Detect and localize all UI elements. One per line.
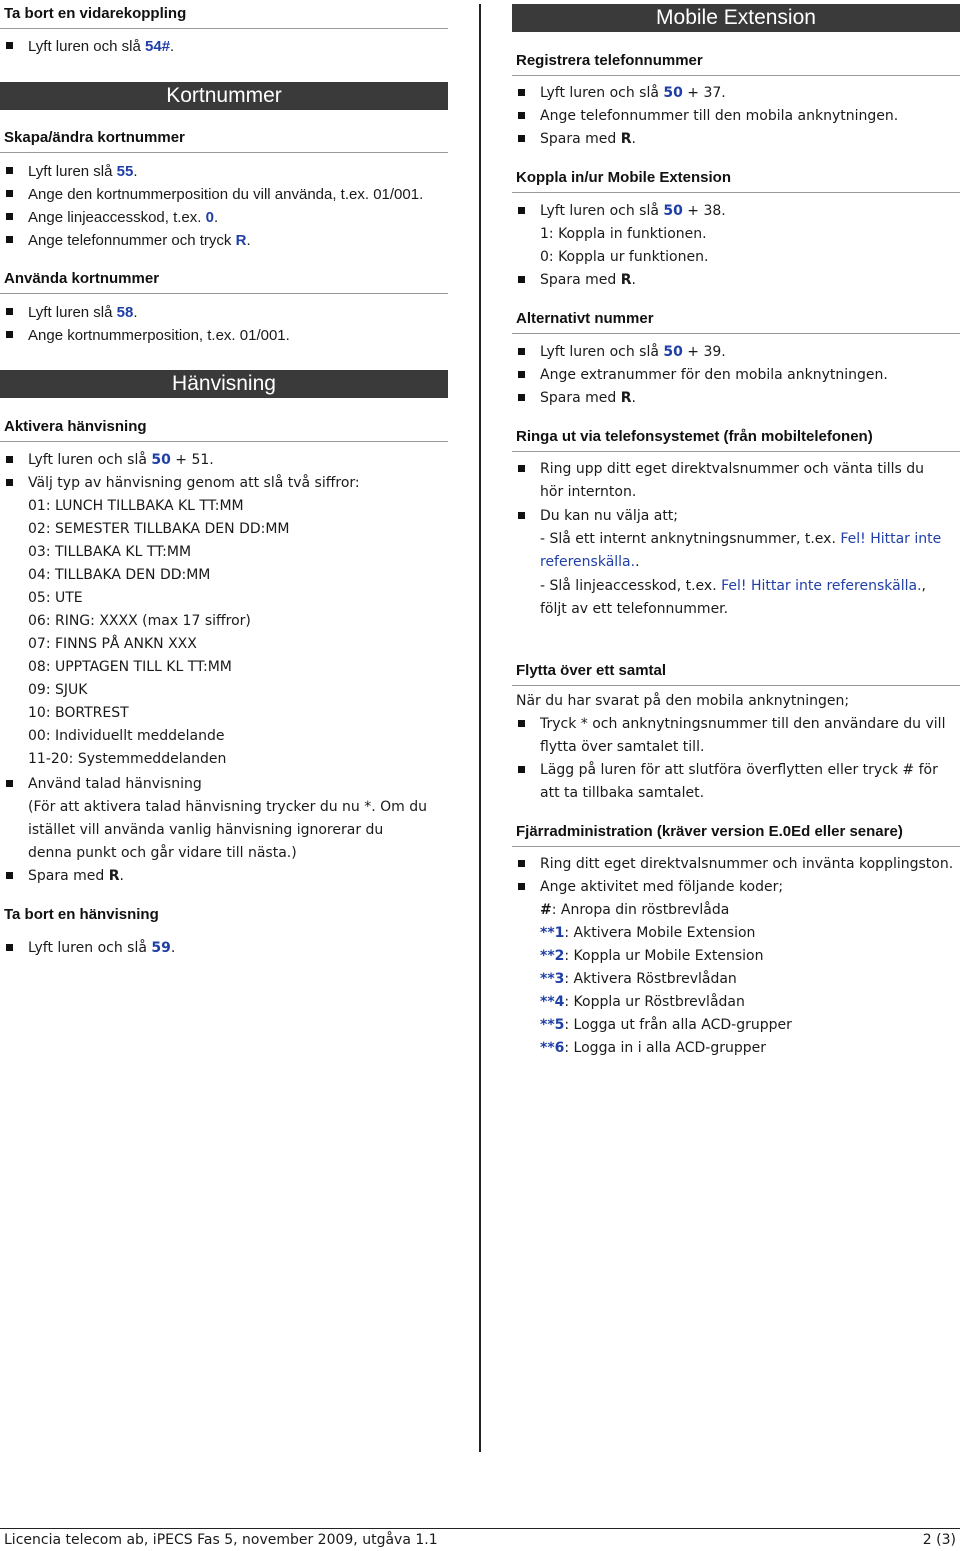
bullet-icon <box>6 167 13 174</box>
banner-mobile-extension: Mobile Extension <box>512 4 960 32</box>
bullet-icon <box>518 348 525 355</box>
list-item: Lyft luren slå 58. <box>28 304 138 321</box>
bullet-icon <box>518 766 525 773</box>
code-line: 00: Individuellt meddelande <box>28 728 225 744</box>
list-item: Lyft luren och slå 50 + 39. <box>540 344 726 360</box>
column-divider <box>479 4 481 1452</box>
sub-line: 0: Koppla ur funktionen. <box>540 249 709 265</box>
bullet-icon <box>6 236 13 243</box>
bullet-icon <box>518 860 525 867</box>
list-item: Du kan nu välja att; <box>540 508 679 524</box>
code-line: 10: BORTREST <box>28 705 129 721</box>
section-heading-ringa-ut: Ringa ut via telefonsystemet (från mobiltelefonen) <box>512 427 960 452</box>
list-item: Ange den kortnummerposition du vill använda, t.ex. 01/001. <box>28 186 424 203</box>
bullet-icon <box>6 331 13 338</box>
list-item: Spara med R. <box>540 272 636 288</box>
section-heading-ta-bort-hanvisning: Ta bort en hänvisning <box>4 906 159 923</box>
code-line: 08: UPPTAGEN TILL KL TT:MM <box>28 659 232 675</box>
section-heading-skapa-kortnummer: Skapa/ändra kortnummer <box>0 128 448 153</box>
bullet-icon <box>518 276 525 283</box>
list-item: Använd talad hänvisning <box>28 776 202 792</box>
bullet-icon <box>6 780 13 787</box>
code-line: **3: Aktivera Röstbrevlådan <box>540 971 737 987</box>
sub-line: 1: Koppla in funktionen. <box>540 226 707 242</box>
code-line: 09: SJUK <box>28 682 88 698</box>
bullet-icon <box>518 135 525 142</box>
bullet-icon <box>6 944 13 951</box>
bullet-icon <box>518 883 525 890</box>
list-item: Lyft luren och slå 54#. <box>28 38 175 55</box>
bullet-icon <box>6 479 13 486</box>
code-line: 11-20: Systemmeddelanden <box>28 751 227 767</box>
list-item: Ange telefonnummer och tryck R. <box>28 232 251 249</box>
list-item: Ange kortnummerposition, t.ex. 01/001. <box>28 327 290 344</box>
page-footer <box>0 1528 960 1550</box>
code-line: 06: RING: XXXX (max 17 siffror) <box>28 613 251 629</box>
footer-left-text: Licencia telecom ab, iPECS Fas 5, november 2009, utgåva 1.1 <box>4 1532 438 1548</box>
list-item: Ange linjeaccesskod, t.ex. 0. <box>28 209 219 226</box>
bullet-icon <box>518 465 525 472</box>
list-item: Lyft luren och slå 50 + 51. <box>28 452 214 468</box>
code-line: 03: TILLBAKA KL TT:MM <box>28 544 192 560</box>
list-item: Lyft luren och slå 50 + 37. <box>540 85 726 101</box>
dash-item: - Slå ett internt anknytningsnummer, t.ex. Fel! Hittar inte referenskälla.. <box>540 531 942 570</box>
section-heading-registrera: Registrera telefonnummer <box>512 51 960 76</box>
list-item: Lyft luren och slå 50 + 38. <box>540 203 726 219</box>
list-item: Tryck * och anknytningsnummer till den användare du vill flytta över samtalet till. <box>540 716 946 755</box>
code-line: #: Anropa din röstbrevlåda <box>540 902 730 918</box>
list-item: Lägg på luren för att slutföra överflytten eller tryck # för att ta tillbaka samtalet. <box>540 762 938 801</box>
section-heading-alternativt: Alternativt nummer <box>512 309 960 334</box>
section-heading-aktivera-hanvisning: Aktivera hänvisning <box>0 417 448 442</box>
list-item: Lyft luren och slå 59. <box>28 940 176 956</box>
intro-text: När du har svarat på den mobila anknytningen; <box>516 693 850 709</box>
bullet-icon <box>518 512 525 519</box>
section-heading-fjarradministration: Fjärradministration (kräver version E.0Ed eller senare) <box>512 822 960 847</box>
bullet-icon <box>6 190 13 197</box>
code-line: **4: Koppla ur Röstbrevlådan <box>540 994 745 1010</box>
list-item: Spara med R. <box>540 131 636 147</box>
bullet-icon <box>6 872 13 879</box>
list-item: Ring upp ditt eget direktvalsnummer och vänta tills du hör internton. <box>540 461 925 500</box>
bullet-icon <box>6 456 13 463</box>
section-heading-koppla: Koppla in/ur Mobile Extension <box>512 168 960 193</box>
section-heading-flytta: Flytta över ett samtal <box>512 661 960 686</box>
list-item: Välj typ av hänvisning genom att slå två siffror: <box>28 475 360 491</box>
code-line: 07: FINNS PÅ ANKN XXX <box>28 636 197 652</box>
bullet-icon <box>518 207 525 214</box>
note-text: (För att aktivera talad hänvisning trycker du nu *. Om du istället vill använda vanlig hänvisning ignorerar du denna punkt och går vidare till nästa.) <box>28 799 428 861</box>
code-line: 04: TILLBAKA DEN DD:MM <box>28 567 211 583</box>
list-item: Spara med R. <box>540 390 636 406</box>
section-heading-ta-bort-vidarekoppling: Ta bort en vidarekoppling <box>0 4 448 29</box>
banner-hanvisning: Hänvisning <box>0 370 448 398</box>
bullet-icon <box>518 371 525 378</box>
list-item: Ange telefonnummer till den mobila anknytningen. <box>540 108 899 124</box>
list-item: Lyft luren slå 55. <box>28 163 138 180</box>
code-line: **2: Koppla ur Mobile Extension <box>540 948 764 964</box>
page-number: 2 (3) <box>922 1532 956 1548</box>
list-item: Ange extranummer för den mobila anknytningen. <box>540 367 888 383</box>
bullet-icon <box>6 213 13 220</box>
banner-kortnummer: Kortnummer <box>0 82 448 110</box>
bullet-icon <box>6 308 13 315</box>
bullet-icon <box>518 720 525 727</box>
code-line: 02: SEMESTER TILLBAKA DEN DD:MM <box>28 521 290 537</box>
code-line: **6: Logga in i alla ACD-grupper <box>540 1040 767 1056</box>
section-heading-anvanda-kortnummer: Använda kortnummer <box>0 269 448 294</box>
bullet-icon <box>6 42 13 49</box>
list-item: Spara med R. <box>28 868 124 884</box>
code-line: **5: Logga ut från alla ACD-grupper <box>540 1017 792 1033</box>
dash-item: - Slå linjeaccesskod, t.ex. Fel! Hittar inte referenskälla., följt av ett telefonnummer. <box>540 578 926 617</box>
code-line: 05: UTE <box>28 590 83 606</box>
list-item: Ange aktivitet med följande koder; <box>540 879 784 895</box>
bullet-icon <box>518 112 525 119</box>
code-line: 01: LUNCH TILLBAKA KL TT:MM <box>28 498 244 514</box>
bullet-icon <box>518 89 525 96</box>
bullet-icon <box>518 394 525 401</box>
code-line: **1: Aktivera Mobile Extension <box>540 925 756 941</box>
list-item: Ring ditt eget direktvalsnummer och invänta kopplingston. <box>540 856 954 872</box>
